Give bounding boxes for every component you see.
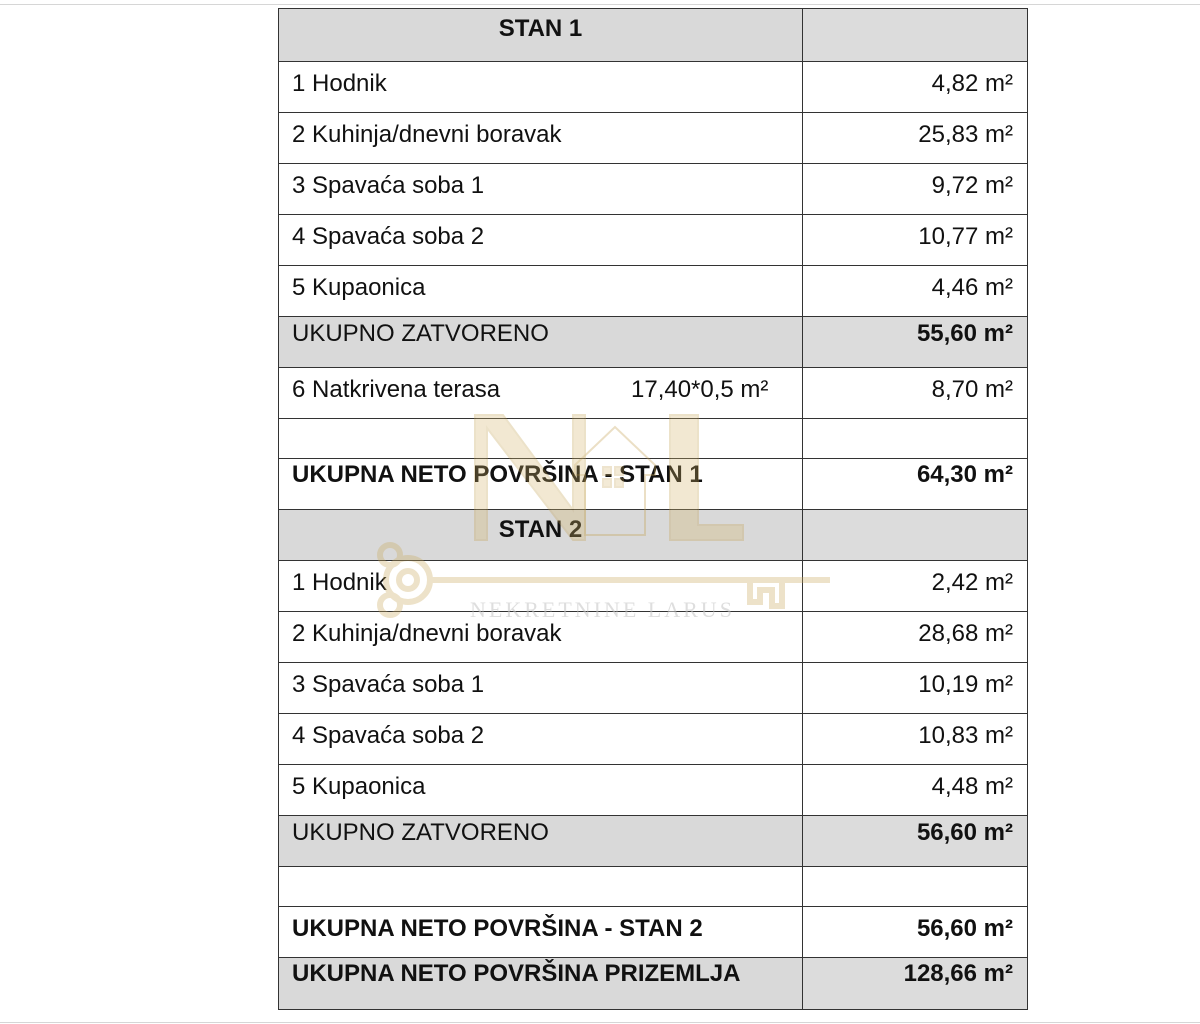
closed-label: UKUPNO ZATVORENO <box>279 317 803 367</box>
room-area: 10,83 m² <box>918 722 1013 749</box>
room-area: 2,42 m² <box>931 569 1013 596</box>
closed-area: 55,60 m² <box>803 317 1027 367</box>
stan1-header-value <box>803 8 1027 61</box>
watermark-text: NEKRETNINE LARUS <box>470 597 735 622</box>
stan2-total-row <box>279 907 1027 958</box>
stan2-header: STAN 2 <box>279 510 803 560</box>
empty-cell <box>803 419 1027 458</box>
room-area: 9,72 m² <box>931 172 1013 199</box>
ground-floor-total-row <box>279 958 1027 1010</box>
stan1-total-row <box>279 459 1027 510</box>
table-row <box>279 62 1027 113</box>
terrace-row <box>279 368 1027 419</box>
terrace-area: 8,70 m² <box>931 376 1013 403</box>
total-label: UKUPNA NETO POVRŠINA - STAN 2 <box>279 907 803 957</box>
table-row <box>279 215 1027 266</box>
table-row <box>279 113 1027 164</box>
empty-cell <box>803 867 1027 906</box>
room-name: 2 Kuhinja/dnevni boravak <box>279 113 803 163</box>
ground-total-area: 128,66 m² <box>803 958 1027 1009</box>
empty-cell <box>279 419 803 458</box>
stan1-closed-row <box>279 317 1027 368</box>
closed-label: UKUPNO ZATVORENO <box>279 816 803 866</box>
table-row <box>279 663 1027 714</box>
room-name: 3 Spavaća soba 1 <box>279 164 803 214</box>
room-area: 4,48 m² <box>931 773 1013 800</box>
table-row <box>279 714 1027 765</box>
total-area: 56,60 m² <box>916 915 1013 942</box>
total-area: 64,30 m² <box>916 461 1013 488</box>
table-row <box>279 561 1027 612</box>
empty-row <box>279 867 1027 907</box>
room-name: 1 Hodnik <box>279 561 803 611</box>
table-row <box>279 765 1027 816</box>
stan2-header-value <box>803 510 1027 560</box>
total-label: UKUPNA NETO POVRŠINA - STAN 1 <box>279 459 803 509</box>
room-area: 28,68 m² <box>918 620 1013 647</box>
terrace-calc: 17,40*0,5 m² <box>631 376 769 403</box>
top-divider <box>0 4 1200 5</box>
room-area: 4,46 m² <box>931 274 1013 301</box>
bottom-divider <box>0 1022 1200 1023</box>
room-name: 2 Kuhinja/dnevni boravak <box>279 612 803 662</box>
empty-cell <box>279 867 803 906</box>
room-name: 4 Spavaća soba 2 <box>279 714 803 764</box>
room-name: 5 Kupaonica <box>279 765 803 815</box>
table-row <box>279 164 1027 215</box>
closed-area: 56,60 m² <box>803 816 1027 866</box>
room-name: 3 Spavaća soba 1 <box>279 663 803 713</box>
stan1-header-row <box>279 8 1027 62</box>
room-name: 5 Kupaonica <box>279 266 803 316</box>
room-area: 25,83 m² <box>918 121 1013 148</box>
room-name: 1 Hodnik <box>279 62 803 112</box>
terrace-name: 6 Natkrivena terasa <box>292 376 501 403</box>
room-name: 4 Spavaća soba 2 <box>279 215 803 265</box>
stan1-header: STAN 1 <box>279 8 803 61</box>
terrace-cell <box>279 368 803 418</box>
area-table <box>278 8 1028 1010</box>
empty-row <box>279 419 1027 459</box>
table-row <box>279 266 1027 317</box>
room-area: 10,77 m² <box>918 223 1013 250</box>
stan2-closed-row <box>279 816 1027 867</box>
room-area: 4,82 m² <box>931 70 1013 97</box>
stan2-header-row <box>279 510 1027 561</box>
ground-total-label: UKUPNA NETO POVRŠINA PRIZEMLJA <box>279 958 803 1009</box>
table-row <box>279 612 1027 663</box>
room-area: 10,19 m² <box>918 671 1013 698</box>
